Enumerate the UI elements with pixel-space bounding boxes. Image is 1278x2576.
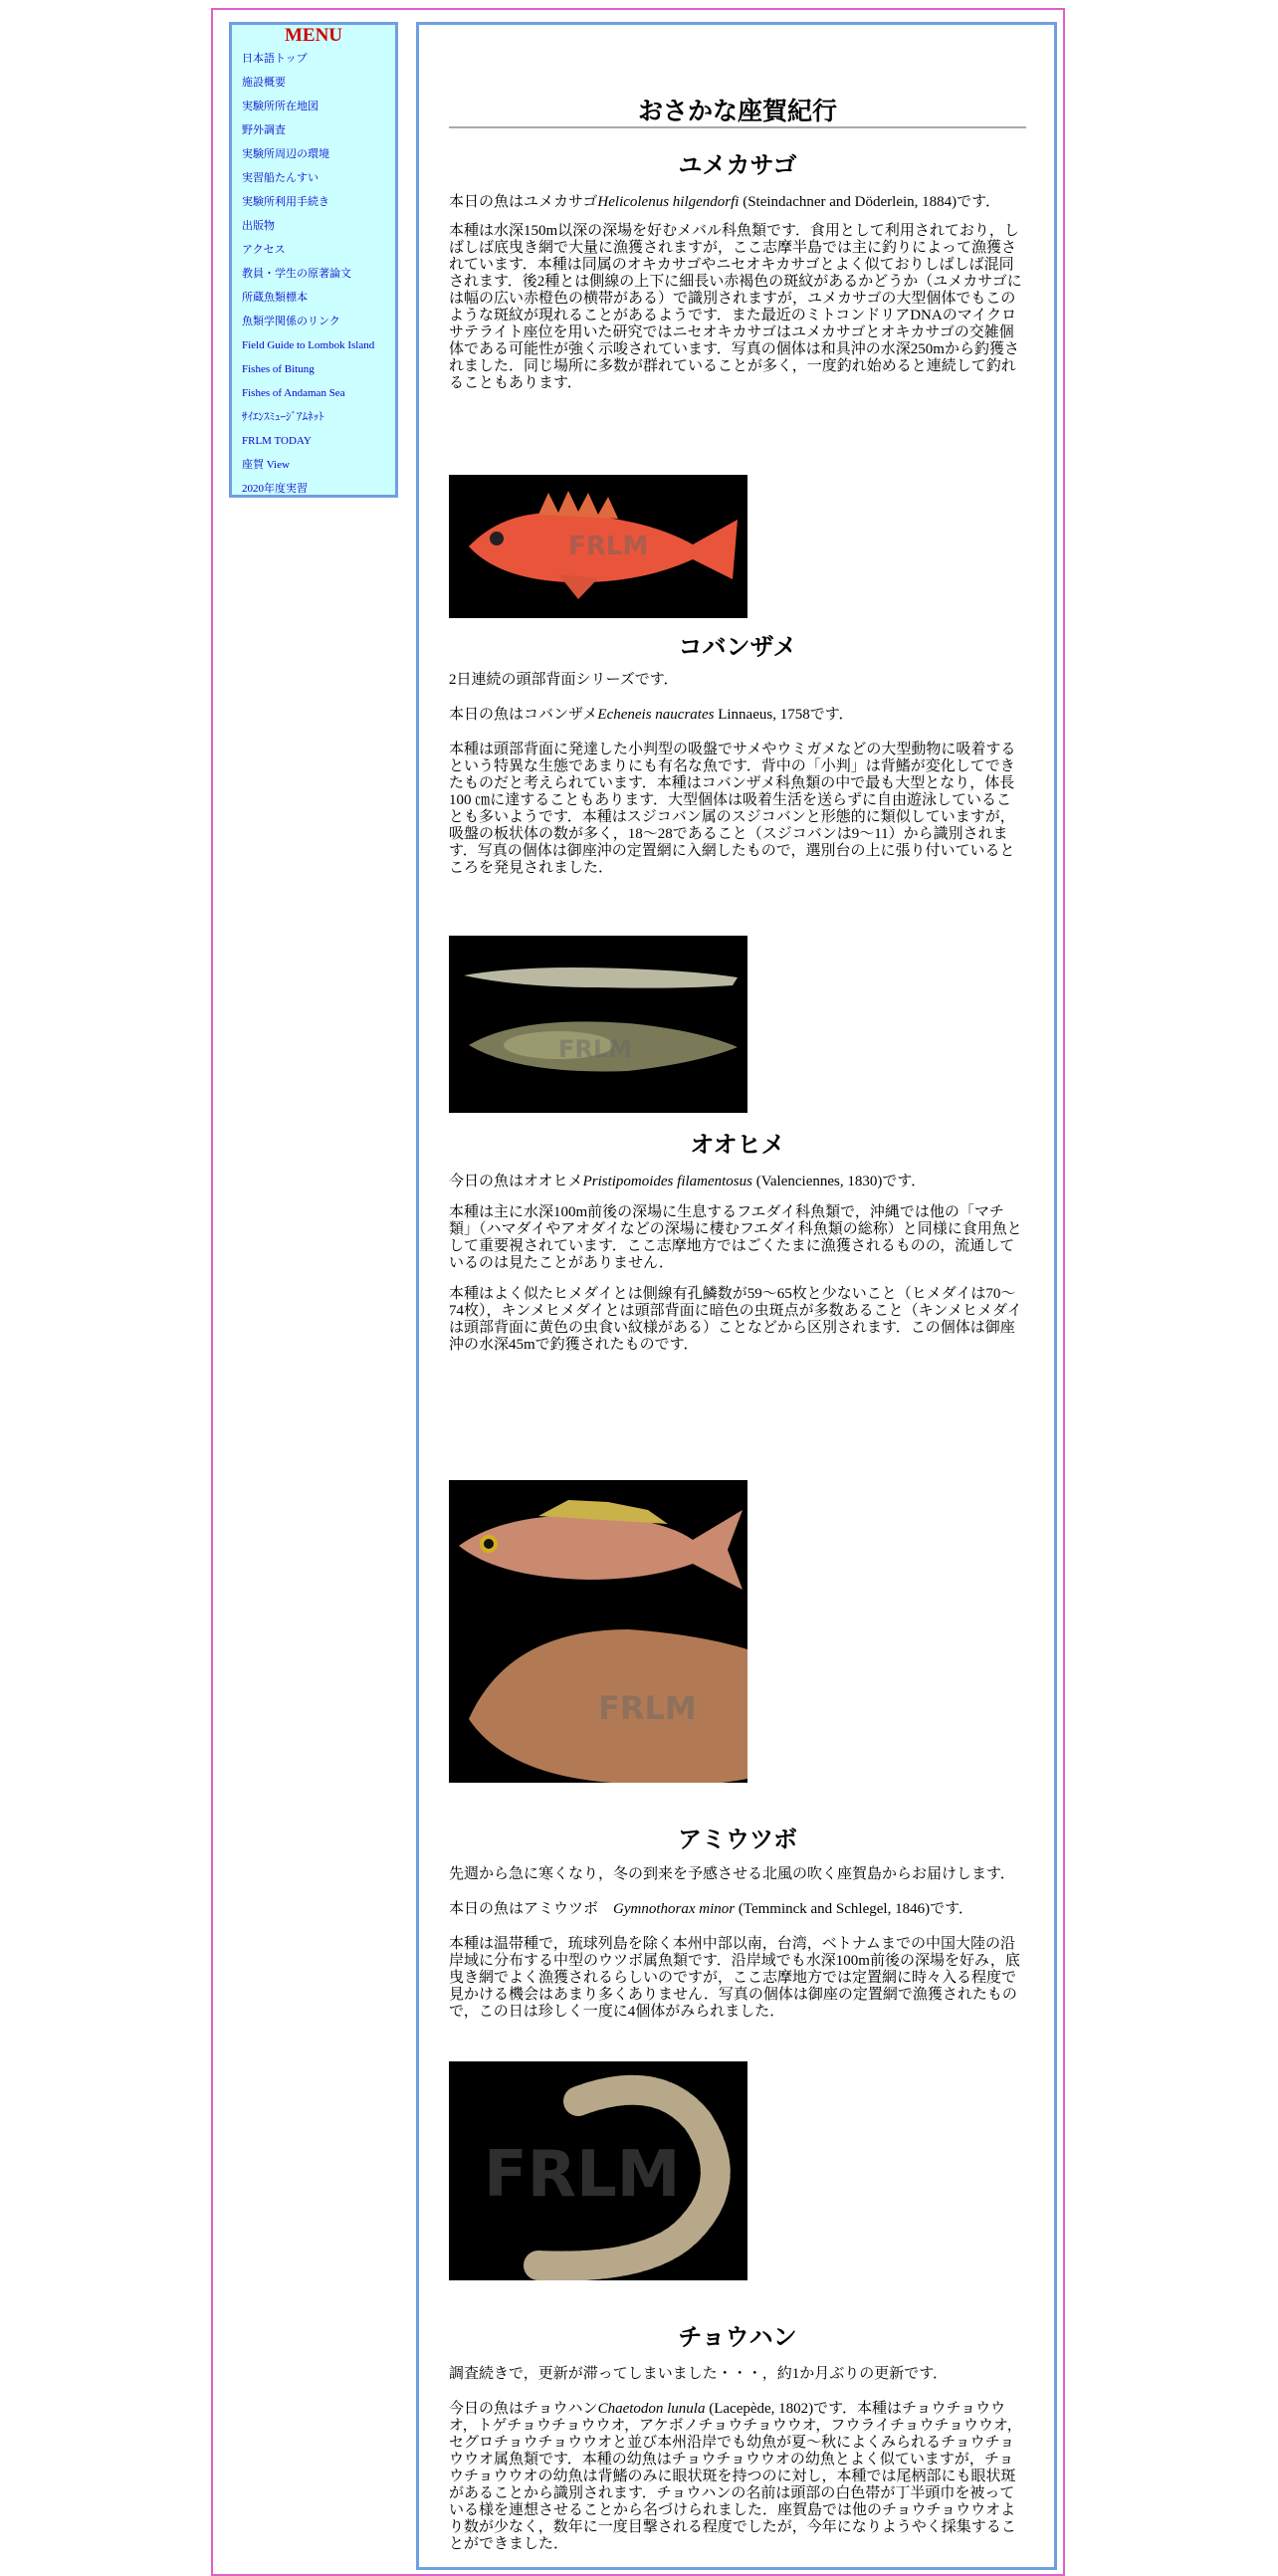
menu-item-location-map[interactable]: 実験所所在地図 [242,101,319,112]
svg-text:FRLM: FRLM [558,1035,633,1063]
menu-item-papers[interactable]: 教員・学生の原著論文 [242,268,351,280]
scientific-name: Pristipomoides filamentosus [582,1174,752,1189]
main-content [416,22,1057,2570]
section-title: コバンザメ [678,633,797,661]
menu-list [232,47,395,501]
section-yumekasago [449,148,1026,392]
menu-item-fishes-of-bitung[interactable]: Fishes of Bitung [242,363,315,375]
menu-item-2020-practicum[interactable]: 2020年度実習 [242,483,308,495]
section-chouhan [449,2320,1026,2553]
menu-item-access[interactable]: アクセス [242,244,286,256]
menu-item-usage-procedure[interactable]: 実験所利用手続き [242,196,329,208]
species-intro: 今日の魚はオオヒメPristipomoides filamentosus (Valenciennes, 1830)です． [449,1174,927,1189]
menu-item-field-survey[interactable]: 野外調査 [242,124,286,136]
menu-item-frlm-today[interactable]: FRLM TODAY [242,435,312,447]
menu-item-facility-overview[interactable]: 施設概要 [242,77,286,89]
section-note: 2日連続の頭部背面シリーズです． [449,672,679,688]
scientific-name: Chaetodon lunula [597,2401,706,2417]
sidebar-menu [229,22,398,498]
species-intro: 本日の魚はコバンザメEcheneis naucrates Linnaeus, 1758です． [449,707,854,723]
fish-image [449,1480,747,1783]
species-identification: 本種はよく似たヒメダイとは側線有孔鱗数が59～65枚と少ないこと（ヒメダイは70～74枚），キンメヒメダイとは頭部背面に暗色の虫斑点が多数あること（キンメヒメダイは頭部背面に黄色の虫食い紋様がある）ことなどから区別されます．この個体は御座沖の水深45mで釣獲されたものです． [449,1286,1022,1353]
menu-item-fish-specimens[interactable]: 所蔵魚類標本 [242,292,308,304]
section-title: アミウツボ [678,1825,797,1853]
page-title: おさかな座賀紀行 [637,96,837,125]
section-title: ユメカサゴ [678,151,797,179]
species-intro: 本日の魚はアミウツボ Gymnothorax minor (Temminck and Schlegel, 1846)です． [449,1901,973,1917]
section-kobanzame [449,630,1026,877]
menu-item-zaga-view[interactable]: 座賀 View [242,459,290,471]
species-description: 本種は頭部背面に発達した小判型の吸盤でサメやウミガメなどの大型動物に吸着するという特異な生態であまりにも有名な魚です．背中の「小判」は背鰭が変化してできたものだと考えられています．本種はコバンザメ科魚類の中で最も大型となり，体長100 ㎝に達することもあります．大型個体は吸着生活を送らずに自由遊泳していることも多いようです．本種はスジコバン属のスジコバンと形態的に類似していますが，吸盤の板状体の数が多く，18～28であること（スジコバンは9～11）から識別されます．写真の個体は御座沖の定置網に入網したもので，選別台の上に張り付いているところを発見されました． [449,742,1016,876]
section-oohime [449,1128,1026,1354]
menu-item-japanese-top[interactable]: 日本語トップ [242,53,308,65]
menu-item-fishes-of-andaman[interactable]: Fishes of Andaman Sea [242,387,345,399]
svg-text:FRLM: FRLM [598,1689,697,1727]
scientific-name: Helicolenus hilgendorfi [597,194,740,210]
photo-kobanzame [449,936,747,1113]
species-intro: 本日の魚はユメカサゴHelicolenus hilgendorfi (Steindachner and Döderlein, 1884)です． [449,194,1000,210]
species-description: 本種は温帯種で，琉球列島を除く本州中部以南，台湾，ベトナムまでの中国大陸の沿岸域に分布する中型のウツボ属魚類です．沿岸域でも水深100m前後の深場を好み，底曳き網でよく漁獲されるらしいのですが，ここ志摩地方では定置網に時々入る程度で見かける機会はあまり多くありません．写真の個体は御座の定置網で漁獲されたもので，この日は珍しく一度に4個体がみられました． [449,1936,1020,2020]
section-note: 先週から急に寒くなり，冬の到来を予感させる北風の吹く座賀島からお届けします． [449,1866,1015,1882]
scientific-name: Gymnothorax minor [613,1901,736,1917]
species-description: 今日の魚はチョウハンChaetodon lunula (Lacepède, 1802)です．本種はチョウチョウウオ，トゲチョウチョウウオ，アケボノチョウチョウウオ，フウライチョウチョウウオ，セグロチョウチョウウオと並び本州沿岸でも幼魚が夏～秋によくみられるチョウチョウウオ属魚類です．本種の幼魚はチョウチョウウオの幼魚とよく似ていますが，チョウチョウウオの幼魚は背鰭のみに眼状斑を持つのに対し，本種では尾柄部にも眼状斑があることから識別されます．チョウハンの名前は頭部の白色帯が丁半頭巾を被っている様を連想させることから名づけられました．座賀島では他のチョウチョウウオより数が少なく，数年に一度目撃される程度でしたが，今年になりようやく採集することができました． [449,2401,1022,2552]
fish-image [449,2061,747,2280]
photo-oohime [449,1480,747,1783]
menu-item-lombok-guide[interactable]: Field Guide to Lombok Island [242,339,375,351]
menu-item-ichthyology-links[interactable]: 魚類学関係のリンク [242,316,340,327]
menu-item-publications[interactable]: 出版物 [242,220,275,232]
photo-yumekasago [449,475,747,618]
fish-image [449,475,747,618]
menu-item-science-museum-net[interactable]: ｻｲｴﾝｽﾐｭｰｼﾞｱﾑﾈｯﾄ [242,411,324,423]
svg-text:FRLM: FRLM [484,2138,681,2212]
species-description: 本種は水深150m以深の深場を好むメバル科魚類です．食用として利用されており，しばしば底曳き網で大量に漁獲されますが，ここ志摩半島では主に釣りによって漁獲されています．本種は同属のオキカサゴやニセオキカサゴとよく似ておりしばしば混同されます．後2種とは側線の上下に細長い赤褐色の斑紋があるかどうか（ユメカサゴには幅の広い赤橙色の横帯がある）で識別されますが，ユメカサゴの大型個体でもこのような斑紋が現れることがあるようです．また最近のミトコンドリアDNAのマイクロサテライト座位を用いた研究ではニセオキカサゴはユメカサゴとオキカサゴの交雑個体である可能性が強く示唆されています．写真の個体は和具沖の水深250mから釣獲されました．同じ場所に多数が群れていることが多く，一度釣れ始めると連続して釣れることもあります． [449,223,1022,391]
menu-item-training-ship[interactable]: 実習船たんすい [242,172,319,184]
species-description: 本種は主に水深100m前後の深場に生息するフエダイ科魚類で，沖縄では他の「マチ類」（ハマダイやアオダイなどの深場に棲むフエダイ科魚類の総称）と同様に食用魚として重要視されています．ここ志摩地方ではごくたまに漁獲されるものの，流通しているのは見たことがありません． [449,1204,1022,1271]
photo-amiutsubo [449,2061,747,2280]
menu-item-environment[interactable]: 実験所周辺の環境 [242,148,329,160]
fish-image [449,936,747,1113]
title-divider [449,126,1026,128]
section-note: 調査続きで，更新が滞ってしまいました・・・，約1か月ぶりの更新です． [449,2366,949,2382]
menu-title: MENU [284,25,343,46]
svg-text:FRLM: FRLM [568,532,649,561]
section-amiutsubo [449,1823,1026,2021]
scientific-name: Echeneis naucrates [597,707,715,723]
section-title: チョウハン [678,2323,797,2351]
section-title: オオヒメ [690,1131,785,1159]
